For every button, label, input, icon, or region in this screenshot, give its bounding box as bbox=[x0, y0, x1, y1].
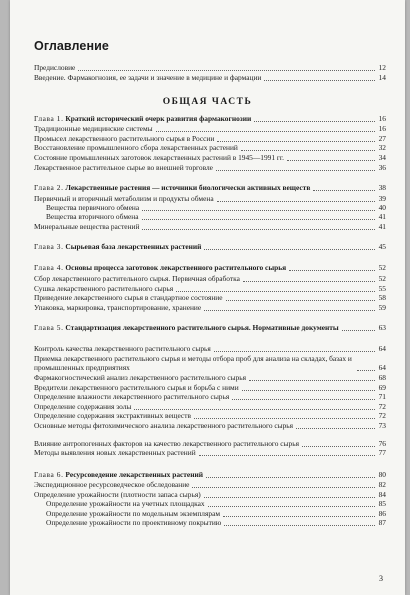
dot-leader bbox=[78, 70, 374, 71]
toc-entry-text: Экспедиционное ресурсоведческое обследование bbox=[34, 480, 190, 489]
toc-entry-text: Промысел лекарственного растительного сырья в России bbox=[34, 134, 215, 143]
dot-leader bbox=[357, 370, 375, 371]
toc-entry-text: Вредители лекарственного растительного сырья и борьба с ними bbox=[34, 383, 239, 392]
chapter-label: Глава 6. bbox=[34, 470, 64, 479]
toc-page-number: 52 bbox=[378, 263, 386, 272]
dot-leader bbox=[142, 229, 374, 230]
chapter-title: Основы процесса заготовок лекарственного растительного сырья bbox=[65, 263, 287, 272]
toc-chapter[interactable] bbox=[34, 264, 386, 273]
toc-entry-text: Упаковка, маркировка, транспортирование, хранение bbox=[34, 303, 202, 312]
toc-entry-text bbox=[34, 115, 251, 124]
toc-entry[interactable] bbox=[34, 74, 386, 83]
chapter-label: Глава 4. bbox=[34, 263, 64, 272]
dot-leader bbox=[217, 201, 375, 202]
toc-entry[interactable] bbox=[34, 481, 386, 490]
toc-entry-text: Сбор лекарственного растительного сырья. Первичная обработка bbox=[34, 274, 240, 283]
dot-leader bbox=[242, 390, 375, 391]
dot-leader bbox=[204, 310, 374, 311]
toc-page-number: 86 bbox=[378, 509, 386, 518]
toc-entry[interactable] bbox=[34, 374, 386, 383]
toc-entry-text: Сушка лекарственного растительного сырья bbox=[34, 284, 174, 293]
contents-title: Оглавление bbox=[34, 39, 109, 53]
toc-entry-text: Введение. Фармакогнозия, ее задачи и значение в медицине и фармации bbox=[34, 73, 262, 82]
toc-entry[interactable] bbox=[46, 213, 386, 222]
toc-page-number: 63 bbox=[378, 323, 386, 332]
chapter-title: Ресурсоведение лекарственных растений bbox=[65, 470, 203, 479]
dot-leader bbox=[264, 80, 374, 81]
toc-entry-text bbox=[34, 471, 203, 480]
toc-entry-text: Основные методы фитохимического анализа лекарственного растительного сырья bbox=[34, 421, 294, 430]
toc-page-number: 12 bbox=[378, 63, 386, 72]
dot-leader bbox=[199, 455, 375, 456]
toc-entry[interactable] bbox=[34, 125, 386, 134]
toc-entry-text bbox=[34, 243, 201, 252]
toc-page-number: 76 bbox=[378, 439, 386, 448]
dot-leader bbox=[208, 506, 375, 507]
chapter-title: Стандартизация лекарственного растительного сырья. Нормативные документы bbox=[65, 323, 339, 332]
toc-entry-text: Методы выявления новых лекарственных растений bbox=[34, 448, 196, 457]
toc-page-number: 39 bbox=[378, 194, 386, 203]
toc-entry-text: Определение содержания экстрактивных веществ bbox=[34, 411, 191, 420]
dot-leader bbox=[206, 477, 375, 478]
section-heading: ОБЩАЯ ЧАСТЬ bbox=[162, 97, 253, 107]
toc-page-number: 80 bbox=[378, 470, 386, 479]
toc-page-number: 85 bbox=[378, 499, 386, 508]
toc-entry-text bbox=[34, 264, 286, 273]
toc-page-number: 55 bbox=[378, 284, 386, 293]
dot-leader bbox=[241, 150, 375, 151]
toc-entry-text: Контроль качества лекарственного растительного сырья bbox=[34, 344, 211, 353]
dot-leader bbox=[142, 210, 375, 211]
toc-page-number: 84 bbox=[378, 490, 386, 499]
toc-page-number: 52 bbox=[378, 274, 386, 283]
toc-page-number: 32 bbox=[378, 143, 386, 152]
toc-entry[interactable] bbox=[34, 393, 386, 402]
toc-page-number: 87 bbox=[378, 518, 386, 527]
toc-page-number: 72 bbox=[378, 402, 386, 411]
dot-leader bbox=[313, 190, 374, 191]
dot-leader bbox=[243, 281, 375, 282]
toc-entry[interactable] bbox=[34, 275, 386, 284]
dot-leader bbox=[204, 497, 375, 498]
dot-leader bbox=[226, 300, 375, 301]
toc-entry-text: Первичный и вторичный метаболизм и продукты обмена bbox=[34, 194, 214, 203]
dot-leader bbox=[176, 291, 374, 292]
toc-entry-text: Определение влажности лекарственного растительного сырья bbox=[34, 392, 230, 401]
dot-leader bbox=[302, 446, 375, 447]
toc-entry[interactable] bbox=[34, 304, 386, 313]
toc-entry-text: Определение содержания золы bbox=[34, 402, 132, 411]
chapter-label: Глава 2. bbox=[34, 183, 64, 192]
dot-leader bbox=[289, 270, 375, 271]
toc-entry-text: Определение урожайности на учетных площадках bbox=[46, 499, 205, 508]
toc-entry[interactable] bbox=[34, 223, 386, 232]
chapter-title: Лекарственные растения — источники биологически активных веществ bbox=[65, 183, 311, 192]
toc-page-number: 77 bbox=[378, 448, 386, 457]
toc-entry[interactable] bbox=[46, 519, 386, 528]
toc-page-number: 45 bbox=[378, 242, 386, 251]
toc-page-number: 72 bbox=[378, 411, 386, 420]
chapter-title: Сырьевая база лекарственных растений bbox=[65, 242, 202, 251]
dot-leader bbox=[223, 516, 375, 517]
dot-leader bbox=[296, 428, 375, 429]
toc-page-number: 64 bbox=[378, 362, 386, 372]
toc-entry[interactable] bbox=[46, 500, 386, 509]
dot-leader bbox=[254, 121, 374, 122]
dot-leader bbox=[214, 351, 375, 352]
dot-leader bbox=[142, 219, 375, 220]
toc-entry-text: Определение урожайности (плотности запаса сырья) bbox=[34, 490, 201, 499]
dot-leader bbox=[134, 409, 374, 410]
toc-entry-text: Вещества первичного обмена bbox=[46, 203, 140, 212]
book-page bbox=[10, 0, 405, 595]
dot-leader bbox=[217, 141, 374, 142]
toc-page-number: 38 bbox=[378, 183, 386, 192]
toc-page-number: 34 bbox=[378, 153, 386, 162]
dot-leader bbox=[224, 525, 374, 526]
toc-chapter[interactable] bbox=[34, 471, 386, 480]
dot-leader bbox=[342, 330, 375, 331]
toc-entry[interactable] bbox=[34, 345, 386, 354]
chapter-title: Краткий исторический очерк развития фармакогнозии bbox=[65, 114, 252, 123]
dot-leader bbox=[156, 131, 375, 132]
chapter-label: Глава 5. bbox=[34, 323, 64, 332]
toc-entry-text bbox=[34, 184, 310, 193]
dot-leader bbox=[232, 399, 374, 400]
dot-leader bbox=[204, 249, 374, 250]
toc-entry-text: Вещества вторичного обмена bbox=[46, 212, 139, 221]
toc-entry-text: Минеральные вещества растений bbox=[34, 222, 140, 231]
toc-page-number: 40 bbox=[378, 203, 386, 212]
toc-chapter[interactable] bbox=[34, 243, 386, 252]
toc-page-number: 73 bbox=[378, 421, 386, 430]
toc-chapter[interactable] bbox=[34, 324, 386, 333]
toc-entry-text: Определение урожайности по проективному покрытию bbox=[46, 518, 222, 527]
toc-entry-text: Лекарственное растительное сырье во внешней торговле bbox=[34, 163, 213, 172]
dot-leader bbox=[216, 170, 375, 171]
toc-page-number: 16 bbox=[378, 124, 386, 133]
toc-page-number: 14 bbox=[378, 73, 386, 82]
toc-entry-text: Приемка лекарственного растительного сырья и методы отбора проб для анализа на складах, базах и промышленных предприятиях bbox=[34, 354, 352, 372]
dot-leader bbox=[192, 487, 374, 488]
toc-entry[interactable] bbox=[34, 422, 386, 431]
toc-page-number: 71 bbox=[378, 392, 386, 401]
toc-entry[interactable] bbox=[34, 154, 386, 163]
toc-page-number: 58 bbox=[378, 293, 386, 302]
toc-page-number: 68 bbox=[378, 373, 386, 382]
toc-entry-text: Фармакогностический анализ лекарственного растительного сырья bbox=[34, 373, 247, 382]
toc-page-number: 64 bbox=[378, 344, 386, 353]
toc-page-number: 69 bbox=[378, 383, 386, 392]
toc-entry-text: Состояние промышленных заготовок лекарственных растений в 1945—1991 гг. bbox=[34, 153, 284, 162]
toc-entry-text bbox=[34, 324, 339, 333]
toc-page-number: 36 bbox=[378, 163, 386, 172]
toc-entry[interactable] bbox=[34, 144, 386, 153]
toc-entry-text: Определение урожайности по модельным экземплярам bbox=[46, 509, 221, 518]
toc-chapter[interactable] bbox=[34, 184, 386, 193]
toc-entry[interactable] bbox=[34, 64, 386, 73]
toc-entry-text: Приведение лекарственного сырья в стандартное состояние bbox=[34, 293, 223, 302]
chapter-label: Глава 3. bbox=[34, 242, 64, 251]
toc-entry[interactable] bbox=[34, 449, 386, 458]
toc-page-number: 16 bbox=[378, 114, 386, 123]
dot-leader bbox=[287, 160, 375, 161]
toc-entry-text: Влияние антропогенных факторов на качество лекарственного растительного сырья bbox=[34, 439, 299, 448]
toc-page-number: 27 bbox=[378, 134, 386, 143]
dot-leader bbox=[249, 380, 375, 381]
chapter-label: Глава 1. bbox=[34, 114, 64, 123]
toc-entry-text: Восстановление промышленного сбора лекарственных растений bbox=[34, 143, 238, 152]
toc-entry[interactable] bbox=[34, 412, 386, 421]
toc-entry[interactable] bbox=[34, 164, 386, 173]
toc-page-number: 59 bbox=[378, 303, 386, 312]
toc-page-number: 41 bbox=[378, 212, 386, 221]
toc-entry[interactable] bbox=[34, 355, 386, 373]
toc-chapter[interactable] bbox=[34, 115, 386, 124]
dot-leader bbox=[194, 418, 375, 419]
toc-page-number: 82 bbox=[378, 480, 386, 489]
toc-entry[interactable] bbox=[34, 294, 386, 303]
toc-entry-text: Традиционные медицинские системы bbox=[34, 124, 153, 133]
page-number: 3 bbox=[379, 574, 383, 583]
toc-entry-text: Предисловие bbox=[34, 63, 76, 72]
toc-page-number: 41 bbox=[378, 222, 386, 231]
